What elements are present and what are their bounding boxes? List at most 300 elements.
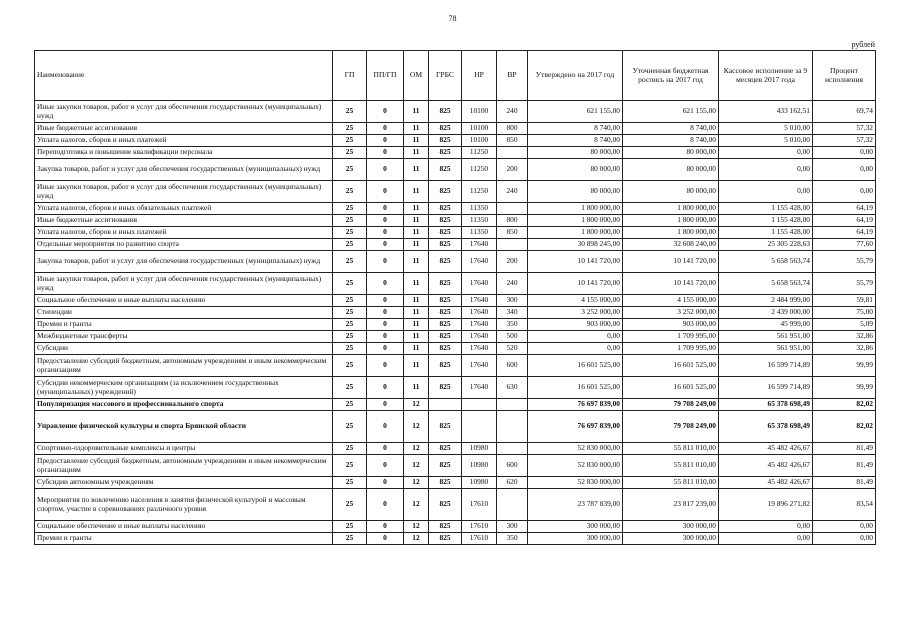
cell-np [462, 399, 497, 411]
cell-pgp: 0 [367, 135, 404, 147]
cell-approved: 0,00 [528, 331, 623, 343]
cell-approved: 30 898 245,00 [528, 239, 623, 251]
cell-grbs: 825 [429, 477, 462, 489]
cell-approved: 16 601 525,00 [528, 377, 623, 399]
table-row [35, 307, 876, 319]
cell-approved: 52 830 000,00 [528, 455, 623, 477]
cell-name: Уплата налогов, сборов и иных платежей [35, 135, 333, 147]
cell-pgp: 0 [367, 377, 404, 399]
cell-pgp: 0 [367, 227, 404, 239]
cell-np: 10100 [462, 135, 497, 147]
cell-vr: 620 [497, 477, 528, 489]
cell-vr: 240 [497, 101, 528, 123]
cell-grbs: 825 [429, 455, 462, 477]
cell-refined: 300 000,00 [623, 533, 719, 545]
cell-om: 11 [404, 377, 429, 399]
cell-refined: 16 601 525,00 [623, 377, 719, 399]
cell-vr [497, 399, 528, 411]
cell-name: Закупка товаров, работ и услуг для обеспечения государственных (муниципальных) нужд [35, 251, 333, 273]
cell-np [462, 411, 497, 443]
cell-name: Социальное обеспечение и иные выплаты населению [35, 295, 333, 307]
cell-approved: 300 000,00 [528, 521, 623, 533]
cell-np: 10980 [462, 455, 497, 477]
cell-om: 11 [404, 331, 429, 343]
cell-approved: 8 740,00 [528, 135, 623, 147]
table-row [35, 123, 876, 135]
cell-pgp: 0 [367, 411, 404, 443]
cell-gp: 25 [333, 455, 367, 477]
cell-pgp: 0 [367, 477, 404, 489]
table-row [35, 239, 876, 251]
cell-gp: 25 [333, 181, 367, 203]
cell-approved: 76 697 839,00 [528, 399, 623, 411]
header-refined: Уточненная бюджетная роспись на 2017 год [623, 51, 719, 101]
cell-refined: 621 155,00 [623, 101, 719, 123]
table-row [35, 521, 876, 533]
cell-om: 11 [404, 343, 429, 355]
cell-pgp: 0 [367, 489, 404, 521]
cell-name: Иные бюджетные ассигнования [35, 215, 333, 227]
cell-grbs: 825 [429, 181, 462, 203]
cell-vr [497, 489, 528, 521]
table-row [35, 159, 876, 181]
cell-percent: 0,00 [813, 521, 876, 533]
cell-percent: 77,60 [813, 239, 876, 251]
cell-percent: 57,32 [813, 123, 876, 135]
cell-refined: 300 000,00 [623, 521, 719, 533]
cell-np: 17640 [462, 251, 497, 273]
cell-vr: 630 [497, 377, 528, 399]
cell-vr: 340 [497, 307, 528, 319]
cell-percent: 64,19 [813, 227, 876, 239]
cell-grbs: 825 [429, 355, 462, 377]
table-row [35, 295, 876, 307]
cell-cash: 65 378 698,49 [719, 399, 813, 411]
cell-gp: 25 [333, 239, 367, 251]
cell-grbs: 825 [429, 215, 462, 227]
cell-grbs: 825 [429, 411, 462, 443]
cell-refined: 4 155 000,00 [623, 295, 719, 307]
cell-name: Иные бюджетные ассигнования [35, 123, 333, 135]
cell-pgp: 0 [367, 307, 404, 319]
cell-approved: 0,00 [528, 343, 623, 355]
cell-percent: 99,99 [813, 355, 876, 377]
cell-refined: 10 141 720,00 [623, 273, 719, 295]
cell-name: Переподготовка и повышение квалификации персонала [35, 147, 333, 159]
cell-approved: 80 000,00 [528, 147, 623, 159]
cell-grbs: 825 [429, 489, 462, 521]
table-row [35, 455, 876, 477]
units-label: рублей [851, 40, 875, 49]
table-row [35, 477, 876, 489]
cell-name: Отдельные мероприятия по развитию спорта [35, 239, 333, 251]
cell-percent: 0,00 [813, 533, 876, 545]
cell-approved: 80 000,00 [528, 159, 623, 181]
cell-percent: 81,49 [813, 443, 876, 455]
cell-approved: 1 800 000,00 [528, 227, 623, 239]
cell-om: 11 [404, 123, 429, 135]
table-row [35, 489, 876, 521]
cell-om: 11 [404, 295, 429, 307]
cell-approved: 10 141 720,00 [528, 251, 623, 273]
cell-refined: 1 800 000,00 [623, 227, 719, 239]
cell-om: 11 [404, 147, 429, 159]
cell-percent: 32,86 [813, 331, 876, 343]
header-om: ОМ [404, 51, 429, 101]
cell-refined: 3 252 000,00 [623, 307, 719, 319]
cell-cash: 0,00 [719, 181, 813, 203]
cell-pgp: 0 [367, 101, 404, 123]
cell-percent: 82,02 [813, 411, 876, 443]
cell-gp: 25 [333, 319, 367, 331]
cell-approved: 3 252 000,00 [528, 307, 623, 319]
cell-name: Межбюджетные трансферты [35, 331, 333, 343]
cell-gp: 25 [333, 295, 367, 307]
cell-refined: 1 709 995,00 [623, 331, 719, 343]
cell-om: 11 [404, 227, 429, 239]
cell-vr: 240 [497, 273, 528, 295]
cell-grbs: 825 [429, 123, 462, 135]
table-row [35, 215, 876, 227]
cell-percent: 99,99 [813, 377, 876, 399]
cell-pgp: 0 [367, 331, 404, 343]
cell-cash: 433 162,51 [719, 101, 813, 123]
header-percent: Процент исполнения [813, 51, 876, 101]
cell-name: Субсидии автономным учреждениям [35, 477, 333, 489]
cell-cash: 561 951,00 [719, 343, 813, 355]
cell-om: 12 [404, 443, 429, 455]
table-row [35, 411, 876, 443]
cell-gp: 25 [333, 251, 367, 273]
cell-gp: 25 [333, 147, 367, 159]
cell-cash: 19 896 271,82 [719, 489, 813, 521]
cell-gp: 25 [333, 533, 367, 545]
cell-vr: 240 [497, 181, 528, 203]
cell-pgp: 0 [367, 343, 404, 355]
cell-cash: 45 482 426,67 [719, 443, 813, 455]
cell-percent: 64,19 [813, 203, 876, 215]
cell-om: 11 [404, 273, 429, 295]
cell-percent: 81,49 [813, 455, 876, 477]
cell-percent: 0,00 [813, 159, 876, 181]
cell-grbs: 825 [429, 295, 462, 307]
cell-pgp: 0 [367, 123, 404, 135]
cell-approved: 76 697 839,00 [528, 411, 623, 443]
cell-percent: 5,09 [813, 319, 876, 331]
cell-np: 11350 [462, 227, 497, 239]
cell-vr: 300 [497, 521, 528, 533]
cell-pgp: 0 [367, 521, 404, 533]
cell-om: 12 [404, 489, 429, 521]
cell-vr: 200 [497, 159, 528, 181]
cell-refined: 32 608 240,00 [623, 239, 719, 251]
cell-percent: 81,49 [813, 477, 876, 489]
cell-grbs: 825 [429, 203, 462, 215]
table-row [35, 181, 876, 203]
cell-percent: 82,02 [813, 399, 876, 411]
cell-vr: 800 [497, 123, 528, 135]
cell-cash: 0,00 [719, 159, 813, 181]
cell-approved: 52 830 000,00 [528, 477, 623, 489]
cell-np: 10980 [462, 443, 497, 455]
cell-np: 11350 [462, 203, 497, 215]
cell-cash: 45 482 426,67 [719, 455, 813, 477]
cell-name: Стипендии [35, 307, 333, 319]
header-pgp: ПП/ГП [367, 51, 404, 101]
cell-refined: 1 800 000,00 [623, 215, 719, 227]
cell-gp: 25 [333, 215, 367, 227]
cell-vr: 350 [497, 533, 528, 545]
cell-vr: 600 [497, 355, 528, 377]
cell-refined: 8 740,00 [623, 123, 719, 135]
cell-np: 17640 [462, 295, 497, 307]
header-name: Наименование [35, 51, 333, 101]
cell-name: Управление физической культуры и спорта Брянской области [35, 411, 333, 443]
cell-np: 11250 [462, 159, 497, 181]
cell-np: 11350 [462, 215, 497, 227]
cell-pgp: 0 [367, 181, 404, 203]
cell-cash: 0,00 [719, 533, 813, 545]
cell-grbs: 825 [429, 239, 462, 251]
cell-percent: 64,19 [813, 215, 876, 227]
cell-np: 10100 [462, 101, 497, 123]
cell-cash: 2 484 999,00 [719, 295, 813, 307]
cell-vr: 350 [497, 319, 528, 331]
table-row [35, 377, 876, 399]
cell-vr: 850 [497, 227, 528, 239]
cell-gp: 25 [333, 203, 367, 215]
cell-pgp: 0 [367, 159, 404, 181]
cell-name: Иные закупки товаров, работ и услуг для обеспечения государственных (муниципальных) нужд [35, 101, 333, 123]
cell-percent: 0,00 [813, 147, 876, 159]
cell-name: Премии и гранты [35, 533, 333, 545]
cell-om: 11 [404, 239, 429, 251]
cell-approved: 300 000,00 [528, 533, 623, 545]
cell-cash: 5 010,00 [719, 135, 813, 147]
cell-vr [497, 203, 528, 215]
cell-refined: 80 000,00 [623, 159, 719, 181]
cell-pgp: 0 [367, 455, 404, 477]
cell-pgp: 0 [367, 443, 404, 455]
cell-grbs: 825 [429, 101, 462, 123]
cell-vr [497, 411, 528, 443]
cell-pgp: 0 [367, 239, 404, 251]
cell-vr [497, 443, 528, 455]
cell-approved: 903 000,00 [528, 319, 623, 331]
header-cash: Кассовое исполнение за 9 месяцев 2017 года [719, 51, 813, 101]
cell-name: Иные закупки товаров, работ и услуг для обеспечения государственных (муниципальных) нужд [35, 181, 333, 203]
cell-refined: 79 708 249,00 [623, 411, 719, 443]
cell-om: 11 [404, 159, 429, 181]
cell-np: 17640 [462, 307, 497, 319]
cell-approved: 8 740,00 [528, 123, 623, 135]
cell-pgp: 0 [367, 203, 404, 215]
cell-np: 11250 [462, 181, 497, 203]
cell-vr: 300 [497, 295, 528, 307]
cell-pgp: 0 [367, 533, 404, 545]
cell-gp: 25 [333, 307, 367, 319]
cell-pgp: 0 [367, 251, 404, 273]
cell-percent: 32,86 [813, 343, 876, 355]
cell-gp: 25 [333, 521, 367, 533]
cell-gp: 25 [333, 123, 367, 135]
cell-grbs [429, 399, 462, 411]
cell-name: Закупка товаров, работ и услуг для обеспечения государственных (муниципальных) нужд [35, 159, 333, 181]
cell-gp: 25 [333, 159, 367, 181]
cell-name: Социальное обеспечение и иные выплаты населению [35, 521, 333, 533]
cell-grbs: 825 [429, 251, 462, 273]
cell-om: 11 [404, 135, 429, 147]
cell-cash: 561 951,00 [719, 331, 813, 343]
cell-grbs: 825 [429, 533, 462, 545]
cell-refined: 79 708 249,00 [623, 399, 719, 411]
cell-percent: 69,74 [813, 101, 876, 123]
cell-np: 17640 [462, 331, 497, 343]
table-row [35, 343, 876, 355]
cell-om: 11 [404, 319, 429, 331]
cell-refined: 903 000,00 [623, 319, 719, 331]
cell-om: 12 [404, 399, 429, 411]
cell-cash: 5 658 563,74 [719, 251, 813, 273]
cell-np: 10100 [462, 123, 497, 135]
cell-approved: 1 800 000,00 [528, 203, 623, 215]
cell-refined: 55 811 010,00 [623, 455, 719, 477]
table-row [35, 227, 876, 239]
cell-np: 17640 [462, 273, 497, 295]
cell-refined: 1 800 000,00 [623, 203, 719, 215]
cell-grbs: 825 [429, 273, 462, 295]
cell-cash: 1 155 428,00 [719, 215, 813, 227]
cell-gp: 25 [333, 489, 367, 521]
header-gp: ГП [333, 51, 367, 101]
cell-pgp: 0 [367, 215, 404, 227]
cell-name: Мероприятия по вовлечению населения в занятия физической культурой и массовым спортом, участие в соревнованиях различного уровня [35, 489, 333, 521]
header-grbs: ГРБС [429, 51, 462, 101]
cell-cash: 5 658 563,74 [719, 273, 813, 295]
cell-om: 11 [404, 307, 429, 319]
cell-gp: 25 [333, 227, 367, 239]
cell-cash: 1 155 428,00 [719, 227, 813, 239]
cell-grbs: 825 [429, 319, 462, 331]
cell-name: Премии и гранты [35, 319, 333, 331]
cell-np: 17610 [462, 521, 497, 533]
cell-approved: 52 830 000,00 [528, 443, 623, 455]
table-row [35, 443, 876, 455]
cell-percent: 83,54 [813, 489, 876, 521]
cell-pgp: 0 [367, 147, 404, 159]
page-number: 78 [448, 14, 457, 23]
cell-refined: 10 141 720,00 [623, 251, 719, 273]
cell-vr: 600 [497, 455, 528, 477]
cell-name: Предоставление субсидий бюджетным, автономным учреждениям и иным некоммерческим организациям [35, 455, 333, 477]
cell-percent: 75,00 [813, 307, 876, 319]
cell-np: 17640 [462, 319, 497, 331]
table-row [35, 273, 876, 295]
cell-grbs: 825 [429, 521, 462, 533]
cell-gp: 25 [333, 331, 367, 343]
cell-gp: 25 [333, 135, 367, 147]
cell-vr [497, 239, 528, 251]
cell-np: 17640 [462, 343, 497, 355]
cell-gp: 25 [333, 101, 367, 123]
header-approved: Утверждено на 2017 год [528, 51, 623, 101]
cell-name: Субсидии некоммерческим организациям (за исключением государственных (муниципальных) учреждений) [35, 377, 333, 399]
cell-approved: 621 155,00 [528, 101, 623, 123]
cell-np: 17640 [462, 377, 497, 399]
cell-approved: 1 800 000,00 [528, 215, 623, 227]
cell-gp: 25 [333, 411, 367, 443]
cell-refined: 16 601 525,00 [623, 355, 719, 377]
cell-om: 12 [404, 411, 429, 443]
cell-grbs: 825 [429, 159, 462, 181]
cell-np: 11250 [462, 147, 497, 159]
cell-name: Предоставление субсидий бюджетным, автономным учреждениям и иным некоммерческим организациям [35, 355, 333, 377]
cell-vr: 800 [497, 215, 528, 227]
cell-cash: 1 155 428,00 [719, 203, 813, 215]
header-vr: ВР [497, 51, 528, 101]
cell-percent: 0,00 [813, 181, 876, 203]
cell-pgp: 0 [367, 355, 404, 377]
cell-grbs: 825 [429, 227, 462, 239]
cell-cash: 16 599 714,89 [719, 377, 813, 399]
cell-name: Иные закупки товаров, работ и услуг для обеспечения государственных (муниципальных) нужд [35, 273, 333, 295]
cell-grbs: 825 [429, 331, 462, 343]
table-row [35, 319, 876, 331]
cell-om: 11 [404, 203, 429, 215]
cell-name: Спортивно-оздоровительные комплексы и центры [35, 443, 333, 455]
cell-refined: 55 811 010,00 [623, 443, 719, 455]
cell-pgp: 0 [367, 273, 404, 295]
cell-percent: 55,79 [813, 251, 876, 273]
cell-cash: 5 010,00 [719, 123, 813, 135]
cell-grbs: 825 [429, 443, 462, 455]
cell-grbs: 825 [429, 343, 462, 355]
table-row [35, 251, 876, 273]
cell-np: 17640 [462, 239, 497, 251]
cell-grbs: 825 [429, 307, 462, 319]
cell-om: 11 [404, 215, 429, 227]
cell-om: 12 [404, 455, 429, 477]
cell-cash: 0,00 [719, 521, 813, 533]
cell-cash: 16 599 714,89 [719, 355, 813, 377]
cell-refined: 23 817 239,00 [623, 489, 719, 521]
cell-cash: 0,00 [719, 147, 813, 159]
cell-gp: 25 [333, 273, 367, 295]
cell-om: 11 [404, 101, 429, 123]
cell-vr: 850 [497, 135, 528, 147]
table-row [35, 355, 876, 377]
table-body [35, 101, 876, 545]
cell-gp: 25 [333, 443, 367, 455]
cell-cash: 65 378 698,49 [719, 411, 813, 443]
cell-om: 11 [404, 181, 429, 203]
cell-gp: 25 [333, 377, 367, 399]
cell-vr: 500 [497, 331, 528, 343]
cell-grbs: 825 [429, 377, 462, 399]
cell-percent: 57,32 [813, 135, 876, 147]
cell-pgp: 0 [367, 295, 404, 307]
cell-refined: 55 811 010,00 [623, 477, 719, 489]
cell-name: Популяризация массового и профессионального спорта [35, 399, 333, 411]
cell-refined: 80 000,00 [623, 181, 719, 203]
cell-approved: 16 601 525,00 [528, 355, 623, 377]
cell-pgp: 0 [367, 399, 404, 411]
cell-refined: 8 740,00 [623, 135, 719, 147]
cell-percent: 55,79 [813, 273, 876, 295]
cell-gp: 25 [333, 355, 367, 377]
cell-pgp: 0 [367, 319, 404, 331]
table-row [35, 533, 876, 545]
